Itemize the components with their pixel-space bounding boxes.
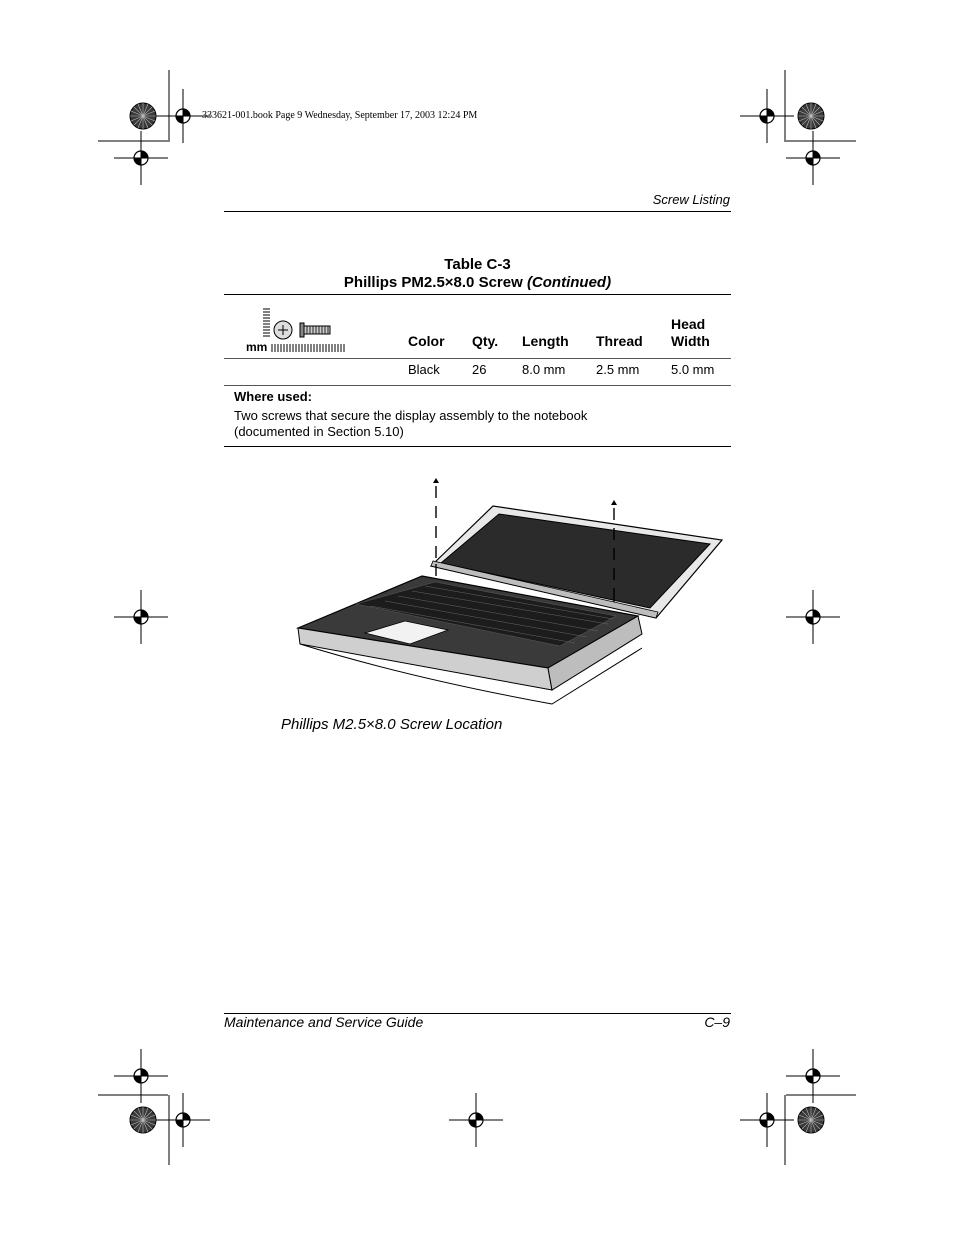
table-bottom-rule	[224, 446, 731, 447]
cell-head-width: 5.0 mm	[671, 362, 715, 377]
header-rule	[224, 211, 731, 212]
col-length-header: Length	[522, 333, 569, 349]
registration-target-icon	[114, 590, 168, 644]
table-number: Table C-3	[444, 256, 511, 273]
registration-target-icon	[740, 1093, 794, 1147]
where-used-text: Two screws that secure the display assembly to the notebook (documented in Section 5.10)	[234, 408, 588, 439]
registration-target-icon	[786, 590, 840, 644]
registration-target-icon	[449, 1093, 503, 1147]
screw-arrow-icon	[433, 478, 439, 483]
table-title	[224, 274, 731, 291]
scale-label: mm	[246, 340, 268, 354]
registration-target-icon	[156, 1093, 210, 1147]
registration-star-icon	[798, 103, 824, 129]
col-head-width-header: Head Width	[671, 316, 710, 349]
footer-guide-title: Maintenance and Service Guide	[224, 1014, 424, 1030]
col-thread-header: Thread	[596, 333, 643, 349]
screw-arrow-icon	[611, 500, 617, 505]
laptop-illustration	[290, 478, 730, 714]
table-title-suffix: (Continued)	[526, 274, 612, 291]
registration-star-icon	[130, 1107, 156, 1133]
figure-caption: Phillips M2.5×8.0 Screw Location	[281, 716, 503, 733]
table-top-rule	[224, 294, 731, 295]
footer-page-number: C–9	[704, 1014, 730, 1030]
cell-color: Black	[408, 362, 440, 377]
cell-thread: 2.5 mm	[596, 362, 640, 377]
col-qty-header: Qty.	[472, 333, 499, 349]
registration-target-icon	[786, 131, 840, 185]
cell-qty: 26	[472, 362, 487, 377]
table-row-rule	[224, 385, 731, 386]
registration-target-icon	[114, 131, 168, 185]
where-used-label: Where used:	[234, 389, 313, 404]
table-title-main: Phillips PM2.5×8.0 Screw	[343, 274, 527, 291]
registration-target-icon	[740, 89, 794, 143]
cell-length: 8.0 mm	[522, 362, 566, 377]
table-header-rule	[224, 358, 731, 359]
running-head: Screw Listing	[652, 192, 730, 207]
col-color-header: Color	[408, 333, 445, 349]
registration-star-icon	[798, 1107, 824, 1133]
registration-star-icon	[130, 103, 156, 129]
print-slug: 333621-001.book Page 9 Wednesday, September 17, 2003 12:24 PM	[202, 110, 478, 121]
